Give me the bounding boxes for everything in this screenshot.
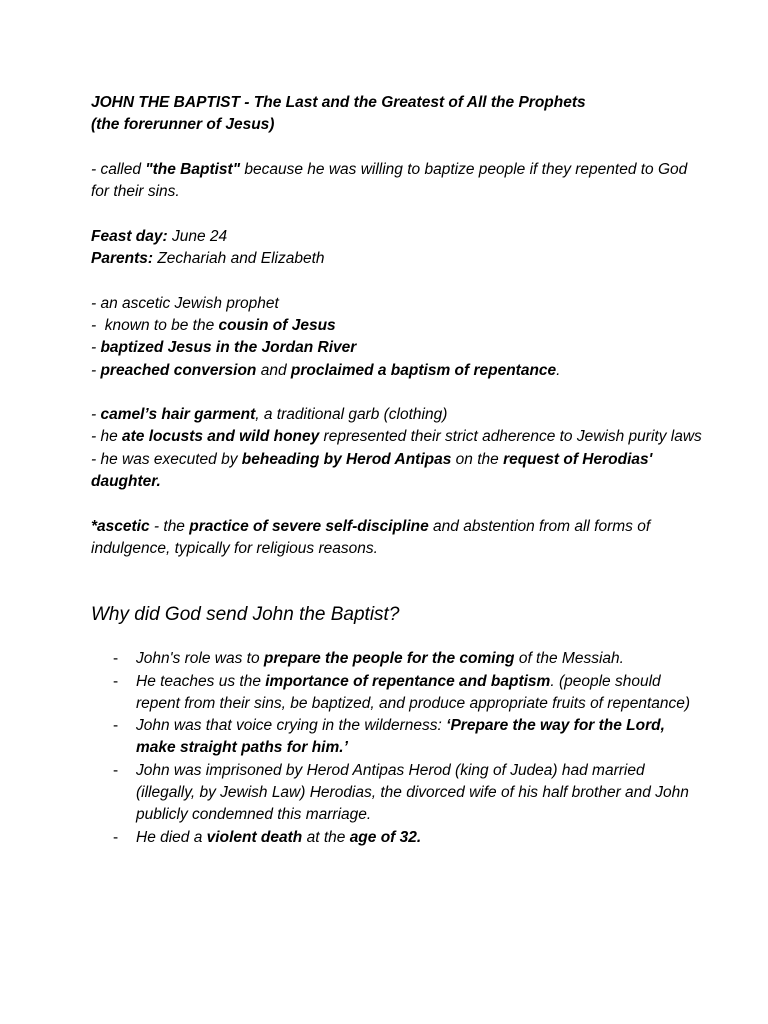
- called-paragraph: - called "the Baptist" because he was willing to baptize people if they repented to God for their sins.: [91, 160, 688, 201]
- bullet-dash: -: [113, 828, 119, 846]
- section-heading: Why did God send John the Baptist?: [91, 604, 400, 626]
- bullet-dash: -: [113, 650, 119, 668]
- fact-ascetic: - an ascetic Jewish prophet: [91, 294, 279, 312]
- fact-camel: - camel’s hair garment, a traditional garb (clothing): [91, 406, 448, 424]
- fact-execution: - he was executed by beheading by Herod Antipas on the request of Herodias' daughter.: [91, 450, 653, 491]
- bullet-dash: -: [113, 672, 119, 690]
- bullet-dash: -: [113, 761, 119, 779]
- title-line-2: (the forerunner of Jesus): [91, 116, 275, 134]
- ascetic-definition: *ascetic - the practice of severe self-discipline and abstention from all forms of indulgence, typically for religious reasons.: [91, 517, 651, 557]
- reasons-list: [91, 648, 708, 849]
- fact-locusts: - he ate locusts and wild honey represented their strict adherence to Jewish purity laws: [91, 428, 702, 446]
- fact-cousin: - known to be the cousin of Jesus: [91, 316, 336, 334]
- list-item: - He died a violent death at the age of 32.: [91, 827, 708, 849]
- document-title: [91, 92, 708, 137]
- bullet-dash: -: [113, 717, 119, 735]
- title-line-1: JOHN THE BAPTIST - The Last and the Greatest of All the Prophets: [91, 94, 586, 111]
- list-item: - He teaches us the importance of repentance and baptism. (people should repent from their sins, be baptized, and produce appropriate fruits of repentance): [113, 672, 691, 712]
- fact-preached: - preached conversion and proclaimed a baptism of repentance.: [91, 361, 561, 379]
- list-item: - John was imprisoned by Herod Antipas Herod (king of Judea) had married (illegally, by Jewish Law) Herodias, the divorced wife of his half brother and John publicly condemned this marriage.: [113, 761, 689, 824]
- feast-day-line: Feast day: June 24: [91, 227, 228, 245]
- parents-line: Parents: Zechariah and Elizabeth: [91, 250, 325, 268]
- fact-baptized: - baptized Jesus in the Jordan River: [91, 339, 357, 357]
- list-item: - John's role was to prepare the people for the coming of the Messiah.: [91, 648, 708, 670]
- list-item: - John was that voice crying in the wilderness: ‘Prepare the way for the Lord, make straight paths for him.’: [113, 717, 665, 757]
